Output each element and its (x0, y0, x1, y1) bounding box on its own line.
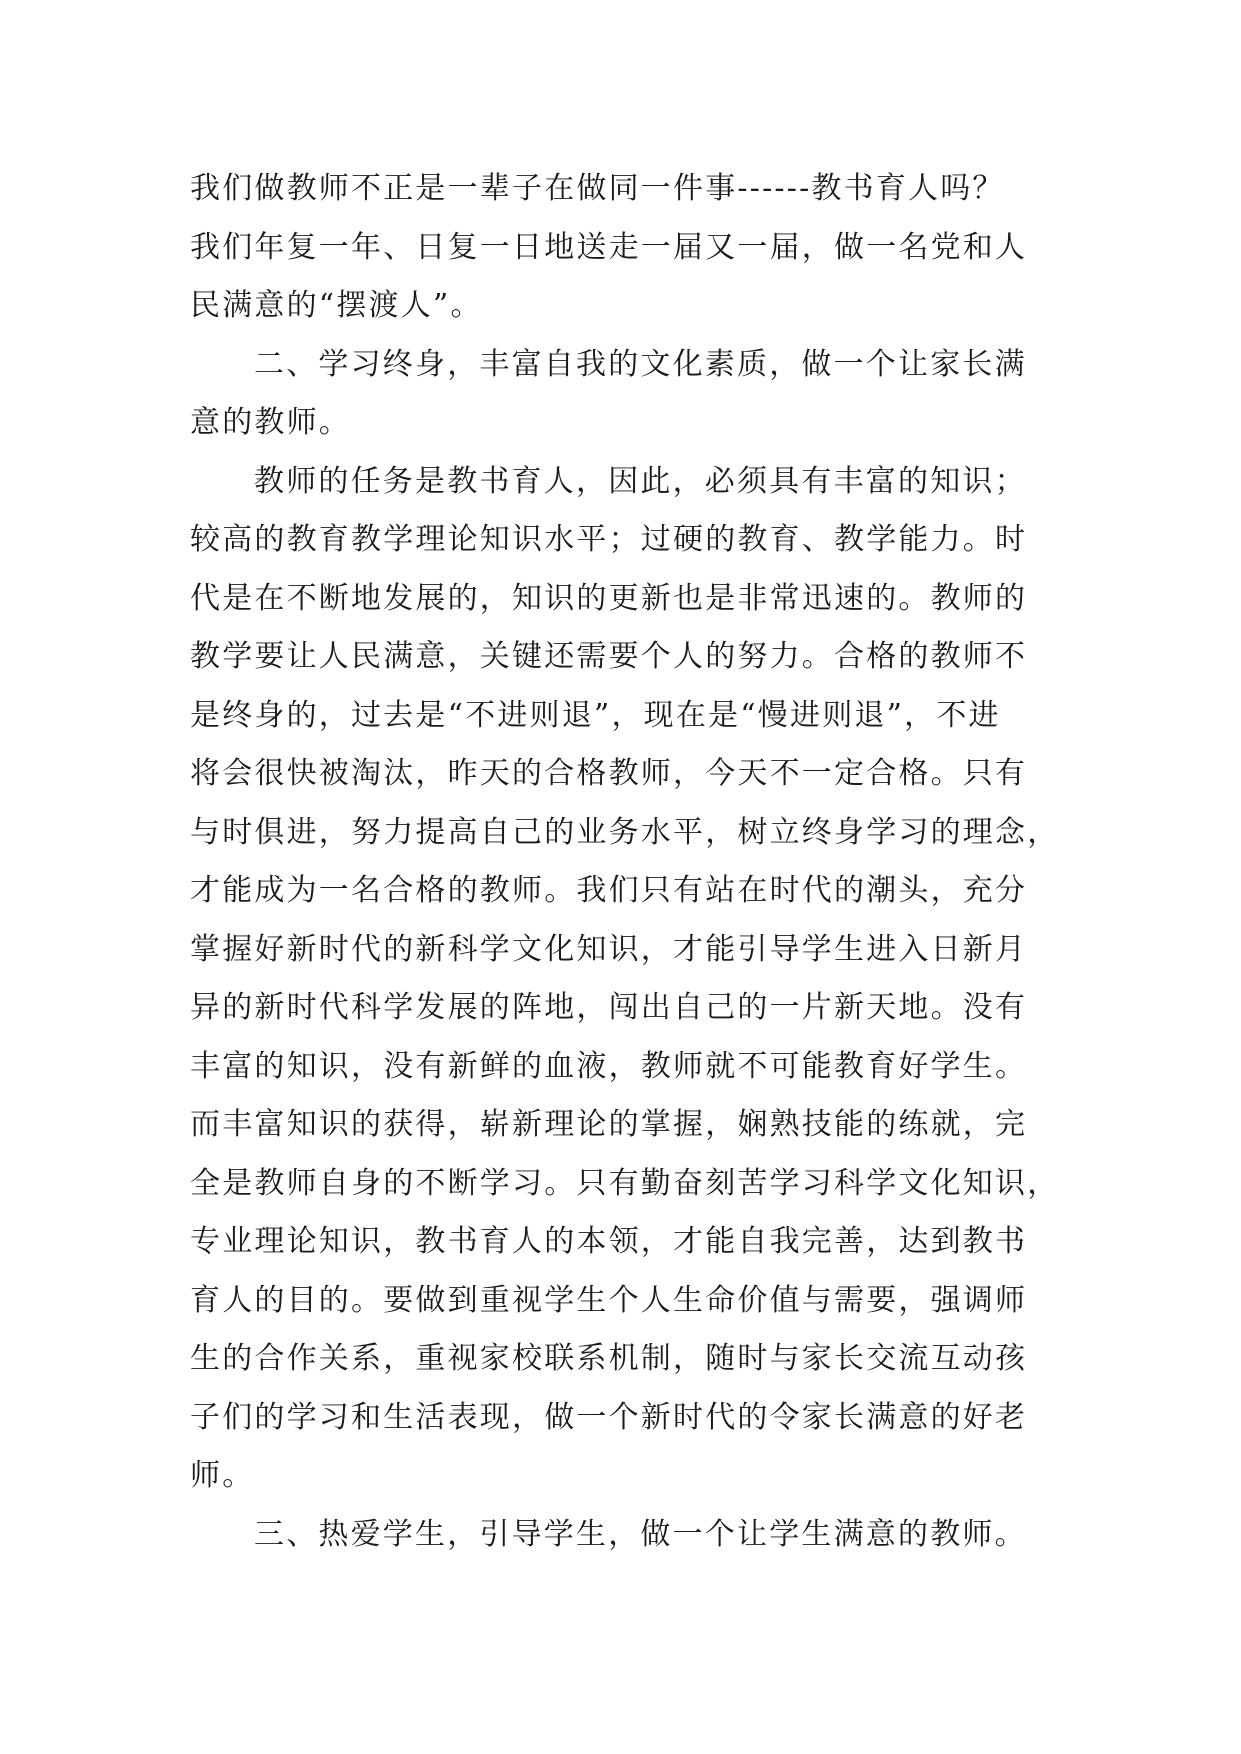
document-page (190, 160, 1060, 1564)
text-line: 我们年复一年、日复一日地送走一届又一届，做一名党和人 (190, 229, 1028, 265)
paragraph-body (190, 453, 1060, 1506)
text-line: 师。 (190, 1458, 255, 1493)
text-line: 而丰富知识的获得，崭新理论的掌握，娴熟技能的练就，完 (190, 1107, 1028, 1142)
text-line: 才能成为一名合格的教师。我们只有站在时代的潮头，充分 (190, 873, 1028, 908)
text-line: 意的教师。 (190, 405, 351, 440)
text-line: 与时俱进，努力提高自己的业务水平，树立终身学习的理念， (190, 814, 1060, 850)
text-line: 教学要让人民满意，关键还需要个人的努力。合格的教师不 (190, 639, 1028, 674)
text-line: 民满意的“摆渡人”。 (190, 288, 483, 323)
text-line: 教师的任务是教书育人，因此，必须具有丰富的知识； (254, 463, 1027, 499)
text-line: 三、热爱学生，引导学生，做一个让学生满意的教师。 (254, 1516, 1027, 1552)
section-heading-3 (190, 1506, 1060, 1565)
text-line: 掌握好新时代的新科学文化知识，才能引导学生进入日新月 (190, 931, 1028, 967)
text-line: 二、学习终身，丰富自我的文化素质，做一个让家长满 (254, 346, 1027, 382)
text-line: 子们的学习和生活表现，做一个新时代的令家长满意的好老 (190, 1399, 1028, 1435)
text-line: 代是在不断地发展的，知识的更新也是非常迅速的。教师的 (190, 580, 1028, 616)
text-line: 将会很快被淘汰，昨天的合格教师，今天不一定合格。只有 (190, 756, 1028, 791)
text-line: 专业理论知识，教书育人的本领，才能自我完善，达到教书 (190, 1224, 1028, 1259)
paragraph-intro (190, 160, 1060, 336)
text-line: 我们做教师不正是一辈子在做同一件事------教书育人吗？ (190, 171, 1005, 206)
text-line: 育人的目的。要做到重视学生个人生命价值与需要，强调师 (190, 1282, 1028, 1318)
section-heading-2 (190, 336, 1060, 453)
text-line: 生的合作关系，重视家校联系机制，随时与家长交流互动孩 (190, 1341, 1028, 1376)
text-line: 丰富的知识，没有新鲜的血液，教师就不可能教育好学生。 (190, 1048, 1028, 1084)
text-line: 异的新时代科学发展的阵地，闯出自己的一片新天地。没有 (190, 990, 1028, 1025)
text-line: 是终身的，过去是“不进则退”，现在是“慢进则退”，不进 (190, 697, 1001, 733)
text-line: 全是教师自身的不断学习。只有勤奋刻苦学习科学文化知识， (190, 1165, 1060, 1201)
text-line: 较高的教育教学理论知识水平；过硬的教育、教学能力。时 (190, 522, 1028, 557)
